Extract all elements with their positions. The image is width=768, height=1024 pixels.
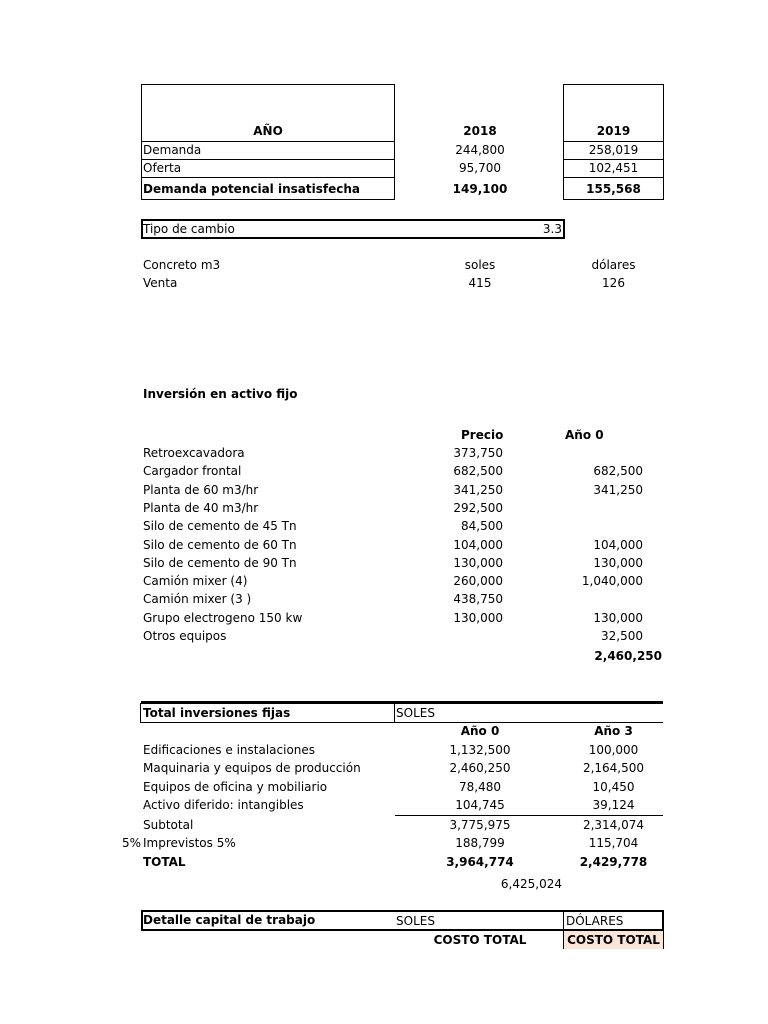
contingency-year3: 115,704 <box>588 836 639 850</box>
unmet-demand-2018: 149,100 <box>452 182 508 196</box>
fixed-assets-title: Inversión en activo fijo <box>143 387 298 401</box>
asset-price: 84,500 <box>461 519 503 534</box>
supply-row-2018: 95,700 <box>459 161 501 175</box>
investment-year3: 100,000 <box>588 743 639 757</box>
asset-price: 373,750 <box>453 446 503 460</box>
grand-total: 6,425,024 <box>500 877 562 891</box>
concrete-dollars-header: dólares <box>591 258 636 272</box>
asset-name: Silo de cemento de 60 Tn <box>143 537 297 552</box>
asset-price: 260,000 <box>453 574 503 589</box>
investment-name: Edificaciones e instalaciones <box>143 743 316 757</box>
demand-row-label: Demanda <box>143 143 202 157</box>
total-year3: 2,429,778 <box>579 855 648 869</box>
investment-year0: 78,480 <box>459 779 501 794</box>
cost-total-soles: COSTO TOTAL <box>433 933 527 947</box>
total-year0: 3,964,774 <box>446 855 514 869</box>
asset-name: Camión mixer (3 ) <box>143 592 252 607</box>
asset-year0: 104,000 <box>593 537 643 552</box>
asset-name: Retroexcavadora <box>143 446 245 460</box>
demand-row-2018: 244,800 <box>455 143 505 157</box>
asset-price: 438,750 <box>453 592 503 607</box>
subtotal-line <box>395 815 663 816</box>
investment-year0: 104,745 <box>455 797 505 812</box>
asset-year0: 130,000 <box>593 610 643 625</box>
asset-name: Silo de cemento de 90 Tn <box>143 555 297 570</box>
demand-header-2018: 2018 <box>463 124 497 138</box>
subtotal-year3: 2,314,074 <box>582 818 645 832</box>
asset-name: Camión mixer (4) <box>143 574 248 589</box>
asset-price: 130,000 <box>453 555 503 570</box>
investment-year3: 39,124 <box>592 797 635 812</box>
investments-title: Total inversiones fijas <box>143 706 291 720</box>
asset-price: 130,000 <box>453 610 503 625</box>
asset-year0: 1,040,000 <box>581 574 643 589</box>
demand-divider-3 <box>141 177 395 178</box>
investment-year3: 2,164,500 <box>582 761 645 776</box>
investments-mid-border <box>394 703 395 723</box>
total-label: TOTAL <box>143 855 186 869</box>
subtotal-year0: 3,775,975 <box>449 818 511 832</box>
asset-name: Cargador frontal <box>143 464 242 479</box>
assets-total: 2,460,250 <box>594 649 662 663</box>
asset-name: Otros equipos <box>143 629 227 643</box>
exchange-rate-value: 3.3 <box>542 222 562 236</box>
asset-name: Planta de 60 m3/hr <box>143 482 259 497</box>
sale-label: Venta <box>143 276 178 290</box>
working-capital-dollars: DÓLARES <box>566 914 624 928</box>
investments-year3-header: Año 3 <box>594 724 633 738</box>
concrete-soles-header: soles <box>464 258 496 272</box>
contingency-label: Imprevistos 5% <box>143 836 236 850</box>
supply-row-2019: 102,451 <box>588 161 639 175</box>
sale-soles: 415 <box>468 276 492 290</box>
subtotal-label: Subtotal <box>143 818 194 832</box>
investment-year3: 10,450 <box>592 779 635 794</box>
demand-header-label: AÑO <box>253 124 283 138</box>
asset-price: 292,500 <box>453 500 503 515</box>
asset-price: 682,500 <box>453 464 503 479</box>
contingency-rate: 5% <box>121 836 141 850</box>
investment-year0: 1,132,500 <box>449 743 511 757</box>
exchange-rate-label: Tipo de cambio <box>143 222 235 236</box>
working-capital-divider <box>563 910 564 931</box>
investment-year0: 2,460,250 <box>449 761 511 776</box>
investment-name: Maquinaria y equipos de producción <box>143 761 361 776</box>
investment-name: Activo diferido: intangibles <box>143 797 304 812</box>
demand-divider-3b <box>563 177 664 178</box>
asset-price: 341,250 <box>453 482 503 497</box>
working-capital-title: Detalle capital de trabajo <box>143 913 316 927</box>
cost-total-dollars: COSTO TOTAL <box>567 933 660 947</box>
demand-header-2019: 2019 <box>596 124 631 138</box>
asset-year0: 32,500 <box>601 629 643 643</box>
sale-dollars: 126 <box>602 276 625 290</box>
concrete-label: Concreto m3 <box>143 258 221 272</box>
asset-price: 104,000 <box>453 537 503 552</box>
contingency-year0: 188,799 <box>455 836 505 850</box>
supply-row-label: Oferta <box>143 161 182 175</box>
demand-row-2019: 258,019 <box>588 143 639 157</box>
year0-header: Año 0 <box>565 428 604 442</box>
investment-name: Equipos de oficina y mobiliario <box>143 779 328 794</box>
investments-year0-header: Año 0 <box>460 724 500 738</box>
investments-left-border <box>140 703 141 723</box>
asset-name: Grupo electrogeno 150 kw <box>143 610 303 625</box>
asset-year0: 130,000 <box>593 555 643 570</box>
price-header: Precio <box>461 428 504 442</box>
unmet-demand-label: Demanda potencial insatisfecha <box>143 182 360 196</box>
asset-year0: 341,250 <box>593 482 643 497</box>
working-capital-soles: SOLES <box>396 914 435 928</box>
unmet-demand-2019: 155,568 <box>586 182 641 196</box>
asset-name: Silo de cemento de 45 Tn <box>143 519 297 534</box>
asset-year0: 682,500 <box>593 464 643 479</box>
asset-name: Planta de 40 m3/hr <box>143 500 259 515</box>
investments-top-border <box>141 701 663 704</box>
investments-currency: SOLES <box>396 706 435 720</box>
